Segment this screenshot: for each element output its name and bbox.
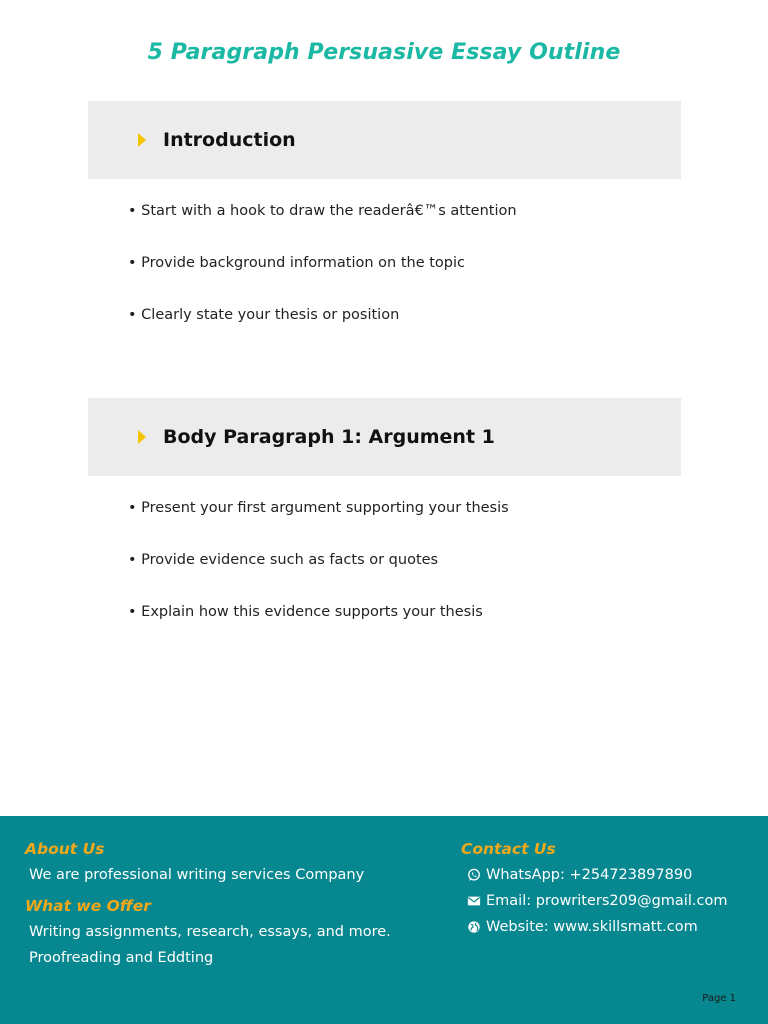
globe-icon [467,920,481,934]
offer-line: Proofreading and Eddting [29,950,214,966]
bullet-item: • Start with a hook to draw the readerâ€™s attention [128,203,517,219]
offer-line: Writing assignments, research, essays, and more. [29,924,391,940]
contact-whatsapp-text[interactable]: WhatsApp: +254723897890 [486,867,693,883]
envelope-icon [467,894,481,908]
page-number: Page 1 [702,993,736,1004]
section-header-body-paragraph-1 [88,398,681,476]
bullet-list [128,203,517,359]
bullet-item: • Provide evidence such as facts or quotes [128,552,439,568]
bullet-item: • Present your first argument supporting your thesis [128,500,509,516]
bullet-item: • Provide background information on the topic [128,255,466,271]
contact-email [467,893,727,909]
bullet-item: • Clearly state your thesis or position [128,307,400,323]
about-heading: About Us [25,840,105,858]
caret-right-icon [138,133,146,147]
page-title: 5 Paragraph Persuasive Essay Outline [147,40,621,65]
section-header-introduction [88,101,681,179]
offer-heading: What we Offer [25,897,151,915]
contact-website [467,919,698,935]
section-title: Introduction [163,129,296,151]
footer [0,816,768,1024]
contact-whatsapp [467,867,692,883]
contact-website-text[interactable]: Website: www.skillsmatt.com [486,919,698,935]
about-text: We are professional writing services Company [29,867,365,883]
bullet-item: • Explain how this evidence supports your thesis [128,604,483,620]
contact-heading: Contact Us [461,840,556,858]
contact-email-text[interactable]: Email: prowriters209@gmail.com [486,893,728,909]
section-title: Body Paragraph 1: Argument 1 [163,426,495,448]
whatsapp-icon [467,868,481,882]
bullet-list [128,500,509,656]
caret-right-icon [138,430,146,444]
